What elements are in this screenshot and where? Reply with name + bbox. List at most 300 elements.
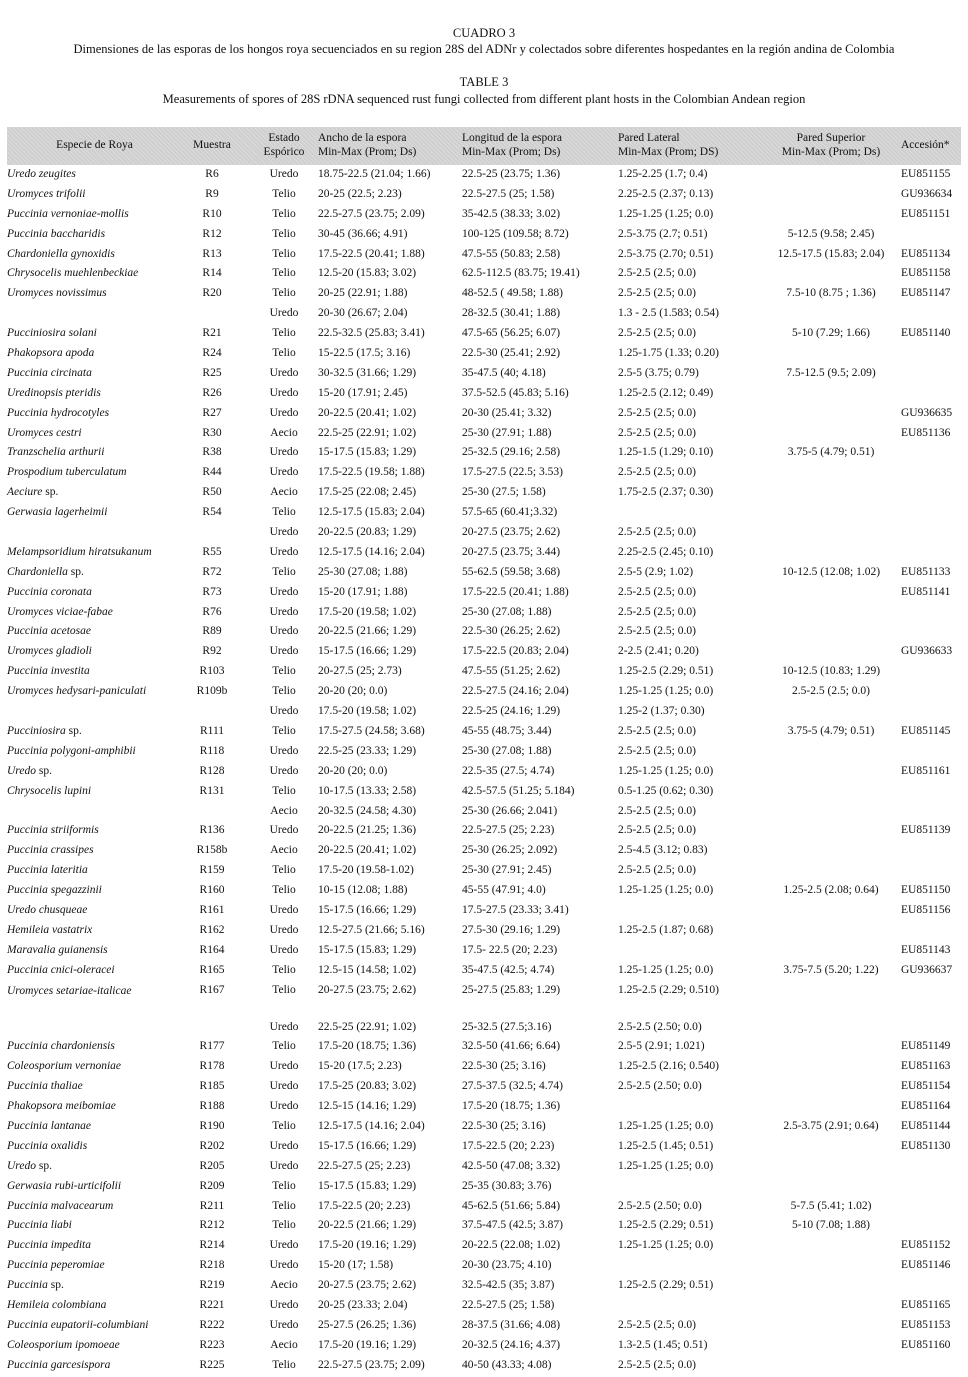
stage-cell: Uredo bbox=[269, 923, 299, 936]
species-cell bbox=[7, 821, 99, 841]
stage-cell: Uredo bbox=[269, 406, 299, 419]
species-cell bbox=[7, 245, 115, 265]
accession-cell: EU851163 bbox=[901, 1060, 951, 1073]
accession-cell: EU851149 bbox=[901, 1040, 951, 1053]
superior-wall-cell: 5-12.5 (9.58; 2.45) bbox=[787, 227, 875, 240]
stage-cell: Uredo bbox=[269, 466, 299, 479]
accession-cell: EU851147 bbox=[901, 287, 951, 300]
species-cell bbox=[7, 1077, 83, 1097]
lateral-wall-cell: 1.25-1.25 (1.25; 0.0) bbox=[618, 207, 714, 220]
species-name: Puccinia oxalidis bbox=[7, 1139, 88, 1152]
width-cell: 15-20 (17; 1.58) bbox=[318, 1259, 394, 1272]
stage-cell: Telio bbox=[272, 506, 296, 519]
sample-cell: R128 bbox=[199, 764, 225, 777]
stage-cell: Uredo bbox=[269, 1239, 299, 1252]
header-width-line2: Min-Max (Prom; Ds) bbox=[318, 146, 417, 158]
table-row bbox=[7, 185, 961, 205]
width-cell: 22.5-32.5 (25.83; 3.41) bbox=[318, 327, 425, 340]
table-row bbox=[7, 443, 961, 463]
stage-cell: Uredo bbox=[269, 545, 299, 558]
stage-cell: Telio bbox=[272, 1219, 296, 1232]
accession-cell: EU851151 bbox=[901, 207, 951, 220]
lateral-wall-cell: 1.25-2 (1.37; 0.30) bbox=[618, 705, 705, 718]
caption-english-text: Measurements of spores of 28S rDNA sequenced rust fungi collected from different plant hosts in the Colombian Andean region bbox=[162, 92, 806, 106]
species-cell bbox=[7, 364, 92, 384]
stage-cell: Uredo bbox=[269, 386, 299, 399]
sample-cell: R211 bbox=[199, 1199, 225, 1212]
header-stage bbox=[253, 131, 315, 159]
lateral-wall-cell: 2.5-2.5 (2.5; 0.0) bbox=[618, 267, 696, 280]
length-cell: 22.5-25 (23.75; 1.36) bbox=[462, 168, 561, 180]
header-length-line2: Min-Max (Prom; Ds) bbox=[462, 146, 561, 158]
sample-cell: R190 bbox=[199, 1119, 225, 1132]
stage-cell: Telio bbox=[272, 1040, 296, 1053]
sample-cell: R118 bbox=[199, 744, 225, 757]
accession-cell: EU851146 bbox=[901, 1259, 951, 1272]
width-cell: 20-22.5 (20.83; 1.29) bbox=[318, 526, 417, 539]
table-row bbox=[7, 1097, 961, 1117]
species-cell bbox=[7, 983, 182, 999]
stage-cell: Uredo bbox=[269, 903, 299, 916]
table-row bbox=[7, 543, 961, 563]
header-superior-line1: Pared Superior bbox=[796, 132, 866, 144]
species-name: Aeciure bbox=[7, 486, 43, 499]
species-name: Phakopsora apoda bbox=[7, 347, 95, 360]
length-cell: 17.5-27.5 (23.33; 3.41) bbox=[462, 903, 569, 916]
lateral-wall-cell: 0.5-1.25 (0.62; 0.30) bbox=[618, 784, 714, 797]
sample-cell: R89 bbox=[202, 625, 222, 638]
sample-cell: R131 bbox=[199, 784, 225, 797]
stage-cell: Telio bbox=[272, 963, 296, 976]
stage-cell: Telio bbox=[272, 1358, 296, 1371]
table-row bbox=[7, 1037, 961, 1057]
stage-cell: Aecio bbox=[270, 1338, 298, 1351]
table-row bbox=[7, 981, 961, 1018]
table-row bbox=[7, 1197, 961, 1217]
spore-measurements-table bbox=[7, 127, 961, 1376]
sample-cell: R218 bbox=[199, 1259, 225, 1272]
stage-cell: Telio bbox=[272, 665, 296, 678]
width-cell: 15-20 (17.5; 2.23) bbox=[318, 1060, 402, 1073]
table-row bbox=[7, 384, 961, 404]
stage-cell: Telio bbox=[272, 227, 296, 240]
length-cell: 25-27.5 (25.83; 1.29) bbox=[462, 983, 561, 996]
species-name: Pucciniosira solani bbox=[7, 327, 97, 340]
table-row bbox=[7, 483, 961, 503]
species-cell bbox=[7, 1296, 106, 1316]
length-cell: 27.5-37.5 (32.5; 4.74) bbox=[462, 1080, 563, 1093]
sample-cell: R50 bbox=[202, 486, 222, 499]
length-cell: 22.5-25 (24.16; 1.29) bbox=[462, 705, 561, 718]
table-row bbox=[7, 503, 961, 523]
table-row bbox=[7, 364, 961, 384]
length-cell: 47.5-55 (50.83; 2.58) bbox=[462, 247, 561, 260]
header-length-line1: Longitud de la espora bbox=[462, 132, 562, 144]
species-cell bbox=[7, 682, 146, 702]
width-cell: 15-17.5 (15.83; 1.29) bbox=[318, 943, 417, 956]
species-cell bbox=[7, 185, 85, 205]
species-cell bbox=[7, 1117, 91, 1137]
species-cell bbox=[7, 1336, 120, 1356]
lateral-wall-cell: 2.5-2.5 (2.5; 0.0) bbox=[618, 864, 696, 877]
length-cell: 42.5-57.5 (51.25; 5.184) bbox=[462, 784, 575, 797]
species-name: Puccinia baccharidis bbox=[7, 227, 106, 240]
header-length bbox=[462, 131, 562, 159]
width-cell: 22.5-27.5 (23.75; 2.09) bbox=[318, 1358, 425, 1371]
lateral-wall-cell: 1.25-1.75 (1.33; 0.20) bbox=[618, 347, 719, 360]
species-cell bbox=[7, 543, 152, 563]
length-cell: 35-42.5 (38.33; 3.02) bbox=[462, 207, 561, 220]
width-cell: 12.5-17.5 (14.16; 2.04) bbox=[318, 545, 425, 558]
species-cell bbox=[7, 1256, 105, 1276]
species-name: Tranzschelia arthurii bbox=[7, 446, 105, 459]
species-name: Puccinia striiformis bbox=[7, 824, 99, 837]
caption-spanish-title: CUADRO 3 bbox=[452, 26, 516, 40]
width-cell: 22.5-27.5 (25; 2.23) bbox=[318, 1159, 411, 1172]
lateral-wall-cell: 2.5-2.5 (2.5; 0.0) bbox=[618, 327, 696, 340]
species-cell bbox=[7, 1216, 72, 1236]
species-cell bbox=[7, 1037, 115, 1057]
width-cell: 20-22.5 (20.41; 1.02) bbox=[318, 844, 417, 857]
species-name: Uromyces hedysari-paniculati bbox=[7, 685, 147, 698]
width-cell: 17.5-20 (19.58; 1.02) bbox=[318, 705, 417, 718]
table-row bbox=[7, 404, 961, 424]
table-row bbox=[7, 603, 961, 623]
stage-cell: Uredo bbox=[269, 1100, 299, 1113]
stage-cell: Uredo bbox=[269, 1159, 299, 1172]
lateral-wall-cell: 2.5-2.5 (2.5; 0.0) bbox=[618, 724, 696, 737]
lateral-wall-cell: 2.5-2.5 (2.5; 0.0) bbox=[618, 585, 696, 598]
sample-cell: R92 bbox=[202, 645, 222, 658]
lateral-wall-cell: 2.5-5 (2.9; 1.02) bbox=[618, 565, 694, 578]
sample-cell: R103 bbox=[199, 665, 225, 678]
species-cell bbox=[7, 1197, 113, 1217]
width-cell: 22.5-25 (22.91; 1.02) bbox=[318, 426, 417, 439]
width-cell: 10-15 (12.08; 1.88) bbox=[318, 884, 408, 897]
accession-cell: EU851165 bbox=[901, 1298, 951, 1311]
stage-cell: Telio bbox=[272, 187, 296, 200]
table-row bbox=[7, 225, 961, 245]
sample-cell: R222 bbox=[199, 1318, 225, 1331]
stage-cell: Uredo bbox=[269, 1020, 299, 1033]
length-cell: 20-22.5 (22.08; 1.02) bbox=[462, 1239, 561, 1252]
species-cell bbox=[7, 1177, 121, 1197]
stage-cell: Telio bbox=[272, 1179, 296, 1192]
species-cell bbox=[7, 642, 92, 662]
species-cell bbox=[7, 603, 113, 623]
table-row bbox=[7, 1236, 961, 1256]
table-row bbox=[7, 881, 961, 901]
sample-cell: R214 bbox=[199, 1239, 225, 1252]
species-name: Uromyces setariae-italicae bbox=[7, 984, 132, 997]
species-cell bbox=[7, 861, 88, 881]
sample-cell: R202 bbox=[199, 1139, 225, 1152]
stage-cell: Telio bbox=[272, 983, 296, 996]
stage-cell: Telio bbox=[272, 565, 296, 578]
species-name: Uredo bbox=[7, 1159, 36, 1172]
stage-cell: Uredo bbox=[269, 824, 299, 837]
table-row bbox=[7, 1018, 961, 1038]
superior-wall-cell: 3.75-7.5 (5.20; 1.22) bbox=[783, 963, 879, 976]
stage-cell: Uredo bbox=[269, 168, 299, 180]
superior-wall-cell: 2.5-2.5 (2.5; 0.0) bbox=[792, 685, 870, 698]
sample-cell: R165 bbox=[199, 963, 225, 976]
species-cell bbox=[7, 1316, 149, 1336]
sample-cell: R162 bbox=[199, 923, 225, 936]
species-cell bbox=[7, 284, 107, 304]
table-row bbox=[7, 1316, 961, 1336]
width-cell: 30-45 (36.66; 4.91) bbox=[318, 227, 408, 240]
species-name: Uromyces viciae-fabae bbox=[7, 605, 113, 618]
lateral-wall-cell: 1.25-2.5 (2.29; 0.51) bbox=[618, 1219, 714, 1232]
table-row bbox=[7, 1336, 961, 1356]
table-row bbox=[7, 961, 961, 981]
lateral-wall-cell: 2.5-2.5 (2.5; 0.0) bbox=[618, 1318, 696, 1331]
width-cell: 20-25 (23.33; 2.04) bbox=[318, 1298, 408, 1311]
length-cell: 25-32.5 (27.5;3.16) bbox=[462, 1020, 552, 1033]
table-row bbox=[7, 642, 961, 662]
length-cell: 22.5-27.5 (25; 2.23) bbox=[462, 824, 555, 837]
sample-cell: R109b bbox=[196, 685, 228, 698]
species-cell bbox=[7, 662, 90, 682]
species-name: Puccinia cnici-oleracei bbox=[7, 963, 115, 976]
table-row bbox=[7, 1057, 961, 1077]
table-row bbox=[7, 1157, 961, 1177]
superior-wall-cell: 10-12.5 (12.08; 1.02) bbox=[781, 565, 881, 578]
species-name: Gerwasia lagerheimii bbox=[7, 506, 108, 519]
width-cell: 22.5-25 (22.91; 1.02) bbox=[318, 1020, 417, 1033]
width-cell: 17.5-25 (20.83; 3.02) bbox=[318, 1080, 417, 1093]
lateral-wall-cell: 1.3-2.5 (1.45; 0.51) bbox=[618, 1338, 708, 1351]
species-suffix: sp. bbox=[35, 764, 52, 777]
table-row bbox=[7, 762, 961, 782]
width-cell: 12.5-27.5 (21.66; 5.16) bbox=[318, 923, 425, 936]
length-cell: 22.5-30 (25.41; 2.92) bbox=[462, 347, 561, 360]
length-cell: 20-27.5 (23.75; 2.62) bbox=[462, 526, 561, 539]
length-cell: 25-30 (27.91; 1.88) bbox=[462, 426, 552, 439]
lateral-wall-cell: 2.5-5 (3.75; 0.79) bbox=[618, 366, 699, 379]
sample-cell: R9 bbox=[205, 187, 219, 200]
length-cell: 25-30 (27.08; 1.88) bbox=[462, 605, 552, 618]
length-cell: 25-30 (27.5; 1.58) bbox=[462, 486, 546, 499]
table-row bbox=[7, 861, 961, 881]
header-superior-wall bbox=[749, 131, 913, 159]
sample-cell: R38 bbox=[202, 446, 222, 459]
accession-cell: EU851143 bbox=[901, 943, 951, 956]
width-cell: 15-17.5 (16.66; 1.29) bbox=[318, 903, 417, 916]
stage-cell: Uredo bbox=[269, 307, 299, 320]
header-lateral-wall bbox=[618, 131, 718, 159]
accession-cell: EU851152 bbox=[901, 1239, 951, 1252]
lateral-wall-cell: 1.25-1.25 (1.25; 0.0) bbox=[618, 1119, 714, 1132]
superior-wall-cell: 5-10 (7.08; 1.88) bbox=[792, 1219, 870, 1232]
width-cell: 17.5-20 (18.75; 1.36) bbox=[318, 1040, 417, 1053]
species-name: Pucciniosira bbox=[7, 724, 66, 737]
stage-cell: Telio bbox=[272, 724, 296, 737]
lateral-wall-cell: 2.5-2.5 (2.50; 0.0) bbox=[618, 1020, 702, 1033]
species-cell bbox=[7, 1276, 64, 1296]
accession-cell: GU936634 bbox=[901, 187, 953, 200]
length-cell: 25-30 (26.66; 2.041) bbox=[462, 804, 558, 817]
width-cell: 20-27.5 (25; 2.73) bbox=[318, 665, 402, 678]
table-row bbox=[7, 304, 961, 324]
lateral-wall-cell: 1.25-1.25 (1.25; 0.0) bbox=[618, 884, 714, 897]
species-name: Phakopsora meibomiae bbox=[7, 1100, 116, 1113]
accession-cell: EU851144 bbox=[901, 1119, 951, 1132]
species-cell bbox=[7, 1236, 91, 1256]
length-cell: 20-32.5 (24.16; 4.37) bbox=[462, 1338, 561, 1351]
width-cell: 20-20 (20; 0.0) bbox=[318, 685, 388, 698]
length-cell: 45-55 (48.75; 3.44) bbox=[462, 724, 552, 737]
species-cell bbox=[7, 1097, 116, 1117]
table-row bbox=[7, 702, 961, 722]
table-row bbox=[7, 622, 961, 642]
length-cell: 25-35 (30.83; 3.76) bbox=[462, 1179, 552, 1192]
lateral-wall-cell: 1.25-1.25 (1.25; 0.0) bbox=[618, 764, 714, 777]
sample-cell: R6 bbox=[205, 168, 219, 180]
lateral-wall-cell: 1.25-2.5 (2.16; 0.540) bbox=[618, 1060, 719, 1073]
stage-cell: Telio bbox=[272, 207, 296, 220]
width-cell: 25-30 (27.08; 1.88) bbox=[318, 565, 408, 578]
table-row bbox=[7, 1276, 961, 1296]
length-cell: 48-52.5 ( 49.58; 1.88) bbox=[462, 287, 563, 300]
accession-cell: EU851134 bbox=[901, 247, 951, 260]
accession-cell: EU851156 bbox=[901, 903, 951, 916]
width-cell: 10-17.5 (13.33; 2.58) bbox=[318, 784, 417, 797]
width-cell: 15-17.5 (16.66; 1.29) bbox=[318, 645, 417, 658]
sample-cell: R72 bbox=[202, 565, 222, 578]
table-row bbox=[7, 205, 961, 225]
sample-cell: R13 bbox=[202, 247, 222, 260]
length-cell: 22.5-27.5 (25; 1.58) bbox=[462, 187, 555, 200]
table-row bbox=[7, 324, 961, 344]
header-lateral-line1: Pared Lateral bbox=[618, 132, 680, 144]
lateral-wall-cell: 1.25-1.25 (1.25; 0.0) bbox=[618, 1239, 714, 1252]
width-cell: 20-32.5 (24.58; 4.30) bbox=[318, 804, 417, 817]
species-name: Puccinia hydrocotyles bbox=[7, 406, 110, 419]
lateral-wall-cell: 1.25-2.5 (2.29; 0.510) bbox=[618, 983, 719, 996]
lateral-wall-cell: 2.5-3.75 (2.70; 0.51) bbox=[618, 247, 714, 260]
species-name: Coleosporium ipomoeae bbox=[7, 1338, 120, 1351]
width-cell: 17.5-20 (19.16; 1.29) bbox=[318, 1338, 417, 1351]
width-cell: 22.5-25 (23.33; 1.29) bbox=[318, 744, 417, 757]
width-cell: 20-27.5 (23.75; 2.62) bbox=[318, 983, 417, 996]
lateral-wall-cell: 1.25-2.5 (1.45; 0.51) bbox=[618, 1139, 714, 1152]
table-row bbox=[7, 1117, 961, 1137]
table-row bbox=[7, 901, 961, 921]
width-cell: 20-22.5 (20.41; 1.02) bbox=[318, 406, 417, 419]
sample-cell: R136 bbox=[199, 824, 225, 837]
length-cell: 45-62.5 (51.66; 5.84) bbox=[462, 1199, 561, 1212]
sample-cell: R20 bbox=[202, 287, 222, 300]
species-name: Puccinia peperomiae bbox=[7, 1259, 105, 1272]
length-cell: 22.5-27.5 (25; 1.58) bbox=[462, 1298, 555, 1311]
length-cell: 28-32.5 (30.41; 1.88) bbox=[462, 307, 561, 320]
table-row bbox=[7, 1216, 961, 1236]
length-cell: 22.5-30 (26.25; 2.62) bbox=[462, 625, 561, 638]
accession-cell: EU851161 bbox=[901, 764, 951, 777]
lateral-wall-cell: 1.25-1.25 (1.25; 0.0) bbox=[618, 1159, 714, 1172]
accession-cell: GU936635 bbox=[901, 406, 953, 419]
accession-cell: EU851130 bbox=[901, 1139, 951, 1152]
species-cell bbox=[7, 563, 84, 583]
accession-cell: EU851150 bbox=[901, 884, 951, 897]
stage-cell: Uredo bbox=[269, 744, 299, 757]
lateral-wall-cell: 2.5-2.5 (2.5; 0.0) bbox=[618, 466, 696, 479]
accession-cell: EU851133 bbox=[901, 565, 951, 578]
stage-cell: Uredo bbox=[269, 943, 299, 956]
species-name: Uromyces gladioli bbox=[7, 645, 92, 658]
table-row bbox=[7, 463, 961, 483]
species-name: Puccinia chardoniensis bbox=[7, 1040, 115, 1053]
species-name: Puccinia vernoniae-mollis bbox=[7, 207, 129, 220]
sample-cell: R10 bbox=[202, 207, 222, 220]
species-cell bbox=[7, 503, 107, 523]
width-cell: 20-22.5 (21.66; 1.29) bbox=[318, 625, 417, 638]
stage-cell: Telio bbox=[272, 864, 296, 877]
header-width-line1: Ancho de la espora bbox=[318, 132, 407, 144]
accession-cell: GU936637 bbox=[901, 963, 953, 976]
length-cell: 25-30 (26.25; 2.092) bbox=[462, 844, 558, 857]
species-cell bbox=[7, 324, 97, 344]
species-name: Uredo zeugites bbox=[7, 168, 76, 180]
header-stage-line1: Estado bbox=[268, 132, 300, 144]
accession-cell: EU851160 bbox=[901, 1338, 951, 1351]
species-name: Puccinia malvacearum bbox=[7, 1199, 114, 1212]
stage-cell: Uredo bbox=[269, 585, 299, 598]
lateral-wall-cell: 2.5-4.5 (3.12; 0.83) bbox=[618, 844, 708, 857]
header-accession: Accesión* bbox=[901, 139, 950, 151]
width-cell: 20-25 (22.91; 1.88) bbox=[318, 287, 408, 300]
sample-cell: R205 bbox=[199, 1159, 225, 1172]
sample-cell: R73 bbox=[202, 585, 222, 598]
table-row bbox=[7, 523, 961, 543]
species-cell bbox=[7, 205, 129, 225]
width-cell: 20-22.5 (21.25; 1.36) bbox=[318, 824, 417, 837]
species-name: Puccinia crassipes bbox=[7, 844, 94, 857]
species-name: Puccinia thaliae bbox=[7, 1080, 83, 1093]
width-cell: 12.5-15 (14.16; 1.29) bbox=[318, 1100, 417, 1113]
species-suffix: sp. bbox=[67, 565, 84, 578]
table-row bbox=[7, 1077, 961, 1097]
stage-cell: Uredo bbox=[269, 526, 299, 539]
species-cell bbox=[7, 1057, 121, 1077]
species-name: Puccinia acetosae bbox=[7, 625, 91, 638]
width-cell: 22.5-27.5 (23.75; 2.09) bbox=[318, 207, 425, 220]
table-row bbox=[7, 264, 961, 284]
lateral-wall-cell: 1.25-1.25 (1.25; 0.0) bbox=[618, 685, 714, 698]
stage-cell: Uredo bbox=[269, 1298, 299, 1311]
sample-cell: R178 bbox=[199, 1060, 225, 1073]
species-cell bbox=[7, 921, 92, 941]
lateral-wall-cell: 2.5-2.5 (2.5; 0.0) bbox=[618, 625, 696, 638]
superior-wall-cell: 5-10 (7.29; 1.66) bbox=[792, 327, 870, 340]
length-cell: 55-62.5 (59.58; 3.68) bbox=[462, 565, 561, 578]
stage-cell: Uredo bbox=[269, 1060, 299, 1073]
sample-cell: R159 bbox=[199, 864, 225, 877]
lateral-wall-cell: 2.5-2.5 (2.5; 0.0) bbox=[618, 1358, 696, 1371]
sample-cell: R161 bbox=[199, 903, 225, 916]
species-name: Chardoniella gynoxidis bbox=[7, 247, 115, 260]
length-cell: 25-30 (27.08; 1.88) bbox=[462, 744, 552, 757]
sample-cell: R164 bbox=[199, 943, 225, 956]
accession-cell: EU851164 bbox=[901, 1100, 951, 1113]
length-cell: 22.5-27.5 (24.16; 2.04) bbox=[462, 685, 569, 698]
length-cell: 32.5-42.5 (35; 3.87) bbox=[462, 1279, 555, 1292]
species-name: Puccinia eupatorii-columbiani bbox=[7, 1318, 149, 1331]
table-row bbox=[7, 1356, 961, 1376]
length-cell: 22.5-30 (25; 3.16) bbox=[462, 1060, 546, 1073]
